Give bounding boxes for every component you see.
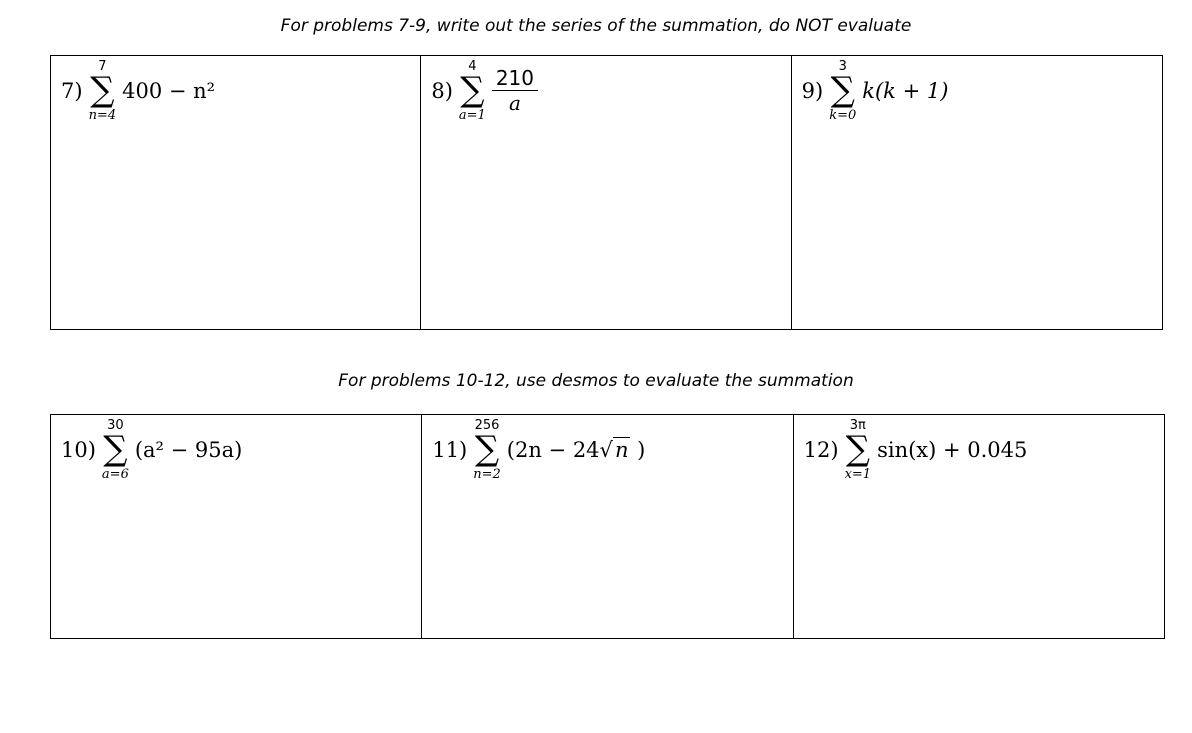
upper-limit: 7 xyxy=(98,59,107,74)
upper-limit: 30 xyxy=(107,418,124,433)
problem-number: 10) xyxy=(61,437,96,462)
upper-limit: 4 xyxy=(468,59,477,74)
radicand: n xyxy=(614,437,629,462)
lower-limit: a=6 xyxy=(101,466,129,482)
problem-number: 7) xyxy=(61,78,83,103)
summand-pre: (2n − 24√ xyxy=(506,437,613,462)
lower-limit: k=0 xyxy=(829,107,857,123)
instruction-part2: For problems 10-12, use desmos to evaluate the summation xyxy=(338,371,854,391)
summand-post: ) xyxy=(630,437,646,462)
sigma-icon: ∑ xyxy=(103,429,128,469)
problem-10-box[interactable] xyxy=(51,415,422,638)
upper-limit: 3 xyxy=(838,59,847,74)
problem-7-box[interactable] xyxy=(51,56,421,329)
lower-limit: n=4 xyxy=(88,107,117,123)
summation xyxy=(473,419,501,481)
denominator: a xyxy=(508,91,521,116)
summand-fraction xyxy=(492,66,538,115)
sigma-icon: ∑ xyxy=(460,70,485,110)
summation xyxy=(459,60,486,122)
problem-11-box[interactable] xyxy=(422,415,793,638)
problem-12-box[interactable] xyxy=(794,415,1164,638)
summation xyxy=(829,60,856,122)
problem-8-box[interactable] xyxy=(421,56,791,329)
summand: sin(x) + 0.045 xyxy=(877,437,1028,462)
summand: 400 − n² xyxy=(122,78,216,103)
sigma-icon: ∑ xyxy=(474,429,500,469)
sigma-icon: ∑ xyxy=(90,70,115,110)
lower-limit: x=1 xyxy=(844,466,872,482)
lower-limit: n=2 xyxy=(473,466,501,482)
summation xyxy=(102,419,129,481)
sigma-icon: ∑ xyxy=(830,70,855,110)
numerator: 210 xyxy=(495,66,534,91)
lower-limit: a=1 xyxy=(458,107,486,123)
problem-number: 12) xyxy=(803,437,839,462)
summand xyxy=(507,438,646,462)
problem-number: 11) xyxy=(432,437,468,462)
summation xyxy=(89,60,117,122)
sigma-icon: ∑ xyxy=(845,429,870,469)
summand: k(k + 1) xyxy=(862,78,949,103)
problem-9-box[interactable] xyxy=(792,56,1162,329)
upper-limit: 256 xyxy=(474,418,500,433)
instruction-part1: For problems 7-9, write out the series of the summation, do NOT evaluate xyxy=(280,16,912,36)
problem-number: 9) xyxy=(801,78,824,103)
problem-grid-bottom xyxy=(50,414,1165,639)
summand: (a² − 95a) xyxy=(134,437,243,462)
problem-number: 8) xyxy=(431,78,453,103)
summation xyxy=(845,419,872,481)
problem-grid-top xyxy=(50,55,1163,330)
upper-limit: 3π xyxy=(849,418,866,433)
